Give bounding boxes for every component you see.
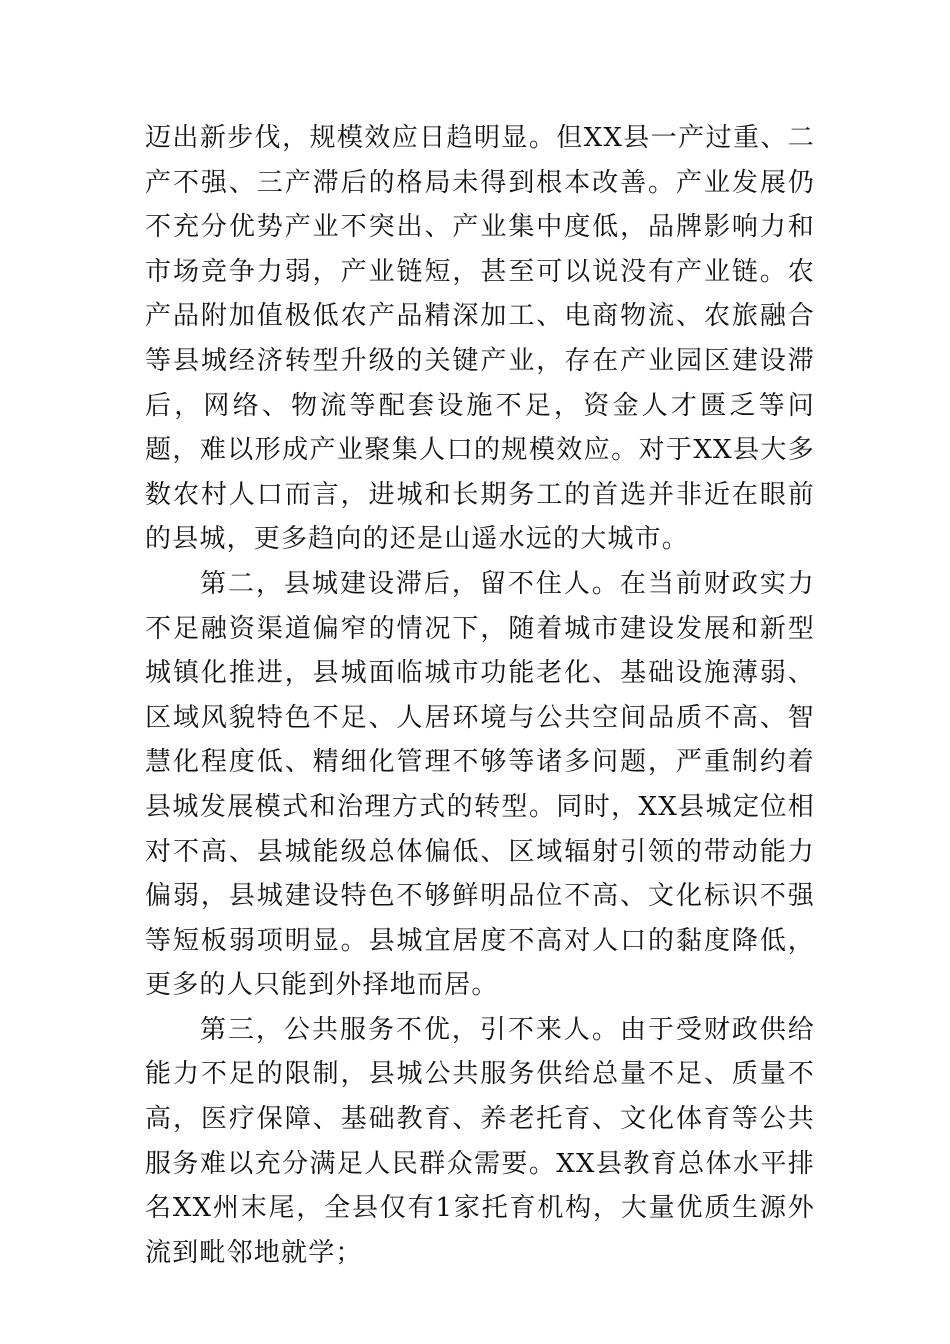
paragraph-3: 第三，公共服务不优，引不来人。由于受财政供给能力不足的限制，县城公共服务供给总量不足、质量不高，医疗保障、基础教育、养老托育、文化体育等公共服务难以充分满足人民群众需要。XX县教育总体水平排名XX州末尾，全县仅有1家托育机构，大量优质生源外流到毗邻地就学； bbox=[145, 1014, 815, 1268]
document-body bbox=[145, 116, 815, 1275]
paragraph-1: 迈出新步伐，规模效应日趋明显。但XX县一产过重、二产不强、三产滞后的格局未得到根本改善。产业发展仍不充分优势产业不突出、产业集中度低，品牌影响力和市场竞争力弱，产业链短，甚至可以说没有产业链。农产品附加值极低农产品精深加工、电商物流、农旅融合等县城经济转型升级的关键产业，存在产业园区建设滞后，网络、物流等配套设施不足，资金人才匮乏等问题，难以形成产业聚集人口的规模效应。对于XX县大多数农村人口而言，进城和长期务工的首选并非近在眼前的县城，更多趋向的还是山遥水远的大城市。 bbox=[145, 123, 815, 555]
paragraph-2: 第二，县城建设滞后，留不住人。在当前财政实力不足融资渠道偏窄的情况下，随着城市建设发展和新型城镇化推进，县城面临城市功能老化、基础设施薄弱、区域风貌特色不足、人居环境与公共空间品质不高、智慧化程度低、精细化管理不够等诸多问题，严重制约着县城发展模式和治理方式的转型。同时，XX县城定位相对不高、县城能级总体偏低、区域辐射引领的带动能力偏弱，县城建设特色不够鲜明品位不高、文化标识不强等短板弱项明显。县城宜居度不高对人口的黏度降低，更多的人只能到外择地而居。 bbox=[145, 568, 815, 1001]
